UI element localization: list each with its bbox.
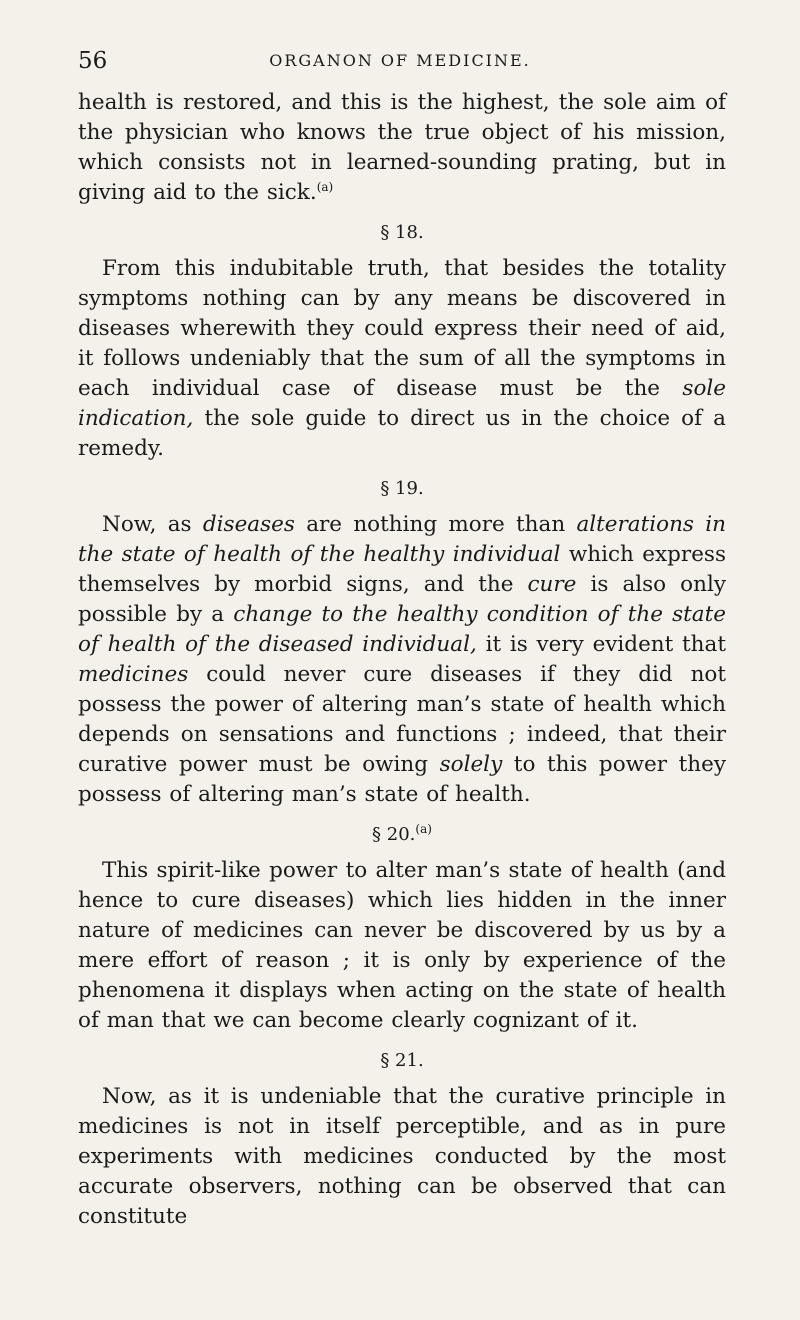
paragraph-section-19: Now, as diseases are nothing more than alterations in the state of health of the healthy individual which express themselves by morbid signs, and the cure is also only possible by a change to the healthy condition of the state of health of the diseased individual, it is very evident that medicines could never cure diseases if they did not possess the power of altering man’s state of health which depends on sensations and functions ; indeed, that their curative power must be owing solely to this power they possess of altering man’s state of health. [78,512,726,807]
paragraph-section-20: This spirit-like power to alter man’s state of health (and hence to cure diseases) which lies hidden in the inner nature of medicines can never be discovered by us by a mere effort of reason ; it is only by experience of the phenomena it displays when acting on the state of health of man that we can become clearly cognizant of it. [78,858,726,1033]
section-heading-18: § 18. [380,222,424,243]
page-header [78,48,722,78]
page-body [78,88,726,1232]
paragraph-continuation: health is restored, and this is the highest, the sole aim of the physician who knows the true object of his mission, which consists not in learned-sounding prating, but in giving aid to the sick.$^{(a)}$ [78,90,726,205]
page-number: 56 [78,48,108,74]
footnote-marker: (a) [316,179,334,194]
paragraph-section-18: From this indubitable truth, that besides the totality symptoms nothing can by any means be discovered in diseases wherewith they could express their need of aid, it follows undeniably that the sum of all the symptoms in each individual case of disease must be the sole indication, the sole guide to direct us in the choice of a remedy. [78,256,726,461]
section-heading-19: § 19. [380,478,424,499]
paragraph-section-21: Now, as it is undeniable that the curative principle in medicines is not in itself perceptible, and as in pure experiments with medicines conducted by the most accurate observers, nothing can be observed that can constitute [78,1084,726,1229]
running-title: ORGANON OF MEDICINE. [269,51,531,70]
section-heading-21: § 21. [380,1050,424,1071]
section-heading-20: § 20.$^{(a)}$ [372,822,432,845]
footnote-marker: (a) [415,822,432,836]
